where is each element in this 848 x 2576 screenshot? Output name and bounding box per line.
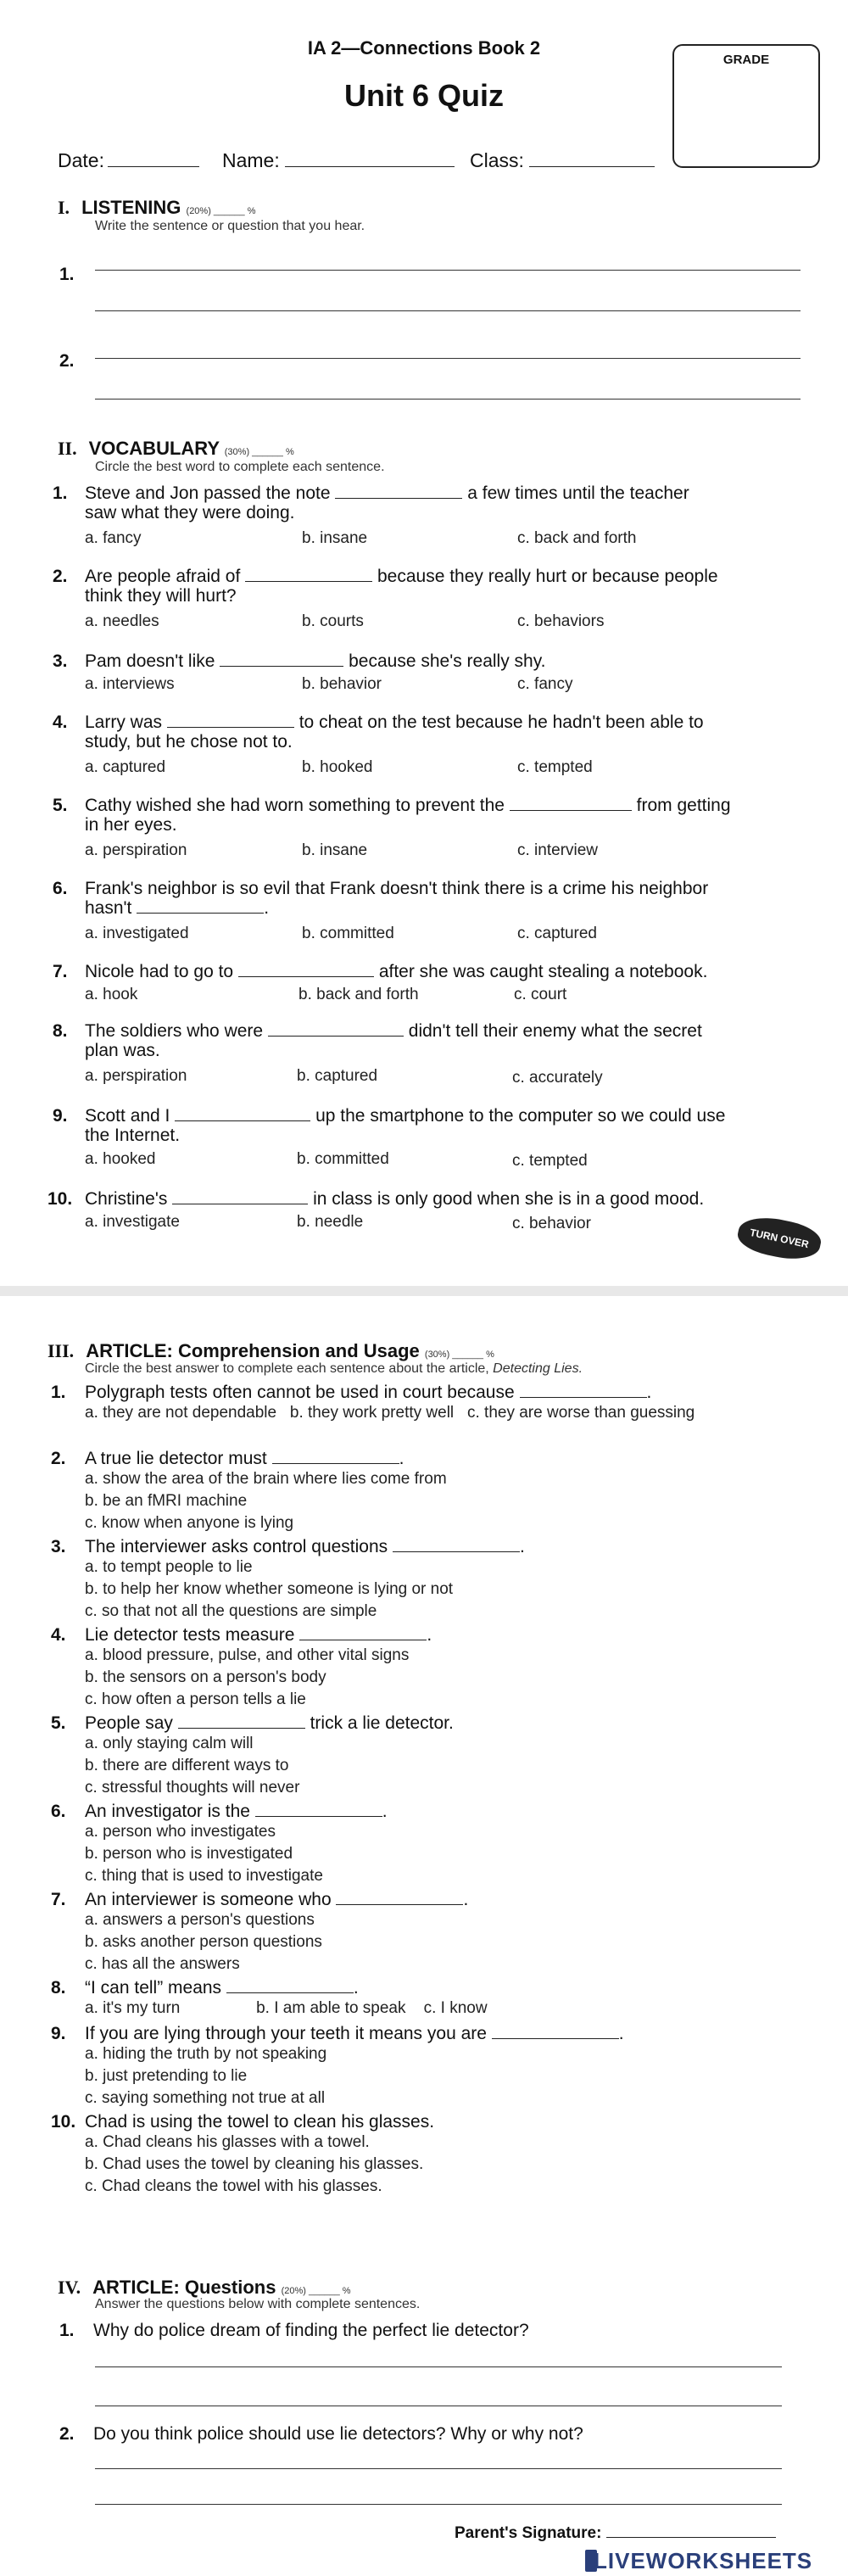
vocab-option[interactable]: c. back and forth: [517, 529, 637, 547]
comprehension-option[interactable]: b. be an fMRI machine: [85, 1492, 248, 1510]
vocab-option[interactable]: a. fancy: [85, 529, 142, 547]
comprehension-question: 9. If you are lying through your teeth it means you are . a. hiding the truth by not speaking b. just pretending to lie c. saying something not true at all: [51, 2024, 831, 2109]
comprehension-option[interactable]: a. answers a person's questions: [85, 1911, 315, 1929]
vocab-option[interactable]: b. insane: [302, 529, 368, 547]
comprehension-instruction: Circle the best answer to complete each sentence about the article, Detecting Lies.: [85, 1361, 583, 1376]
comprehension-option[interactable]: b. just pretending to lie: [85, 2067, 248, 2085]
grade-label: GRADE: [722, 53, 770, 67]
comprehension-option[interactable]: b. asks another person questions: [85, 1933, 322, 1951]
comprehension-option[interactable]: a. Chad cleans his glasses with a towel.: [85, 2133, 370, 2151]
comprehension-option[interactable]: b. Chad uses the towel by cleaning his glasses.: [85, 2155, 424, 2173]
vocab-option[interactable]: a. perspiration: [85, 1067, 187, 1085]
name-label: Name:: [222, 149, 280, 171]
comprehension-option[interactable]: c. stressful thoughts will never: [85, 1779, 300, 1796]
vocab-option[interactable]: a. investigate: [85, 1213, 180, 1231]
vocab-option[interactable]: a. interviews: [85, 675, 175, 693]
class-field[interactable]: [470, 149, 655, 172]
vocab-question-8: 8. The soldiers who were didn't tell their enemy what the secret plan was.: [53, 1021, 702, 1060]
open-question-2: 2. Do you think police should use lie detectors? Why or why not?: [59, 2424, 583, 2444]
comprehension-option[interactable]: c. so that not all the questions are simple: [85, 1602, 377, 1620]
answer-line[interactable]: [95, 2504, 782, 2505]
answer-line[interactable]: [95, 2468, 782, 2469]
comprehension-option[interactable]: b. person who is investigated: [85, 1845, 293, 1863]
comprehension-option[interactable]: a. it's my turn b. I am able to speak c. I know: [85, 1999, 488, 2017]
comprehension-question: 8. “I can tell” means . a. it's my turn b. I am able to speak c. I know: [51, 1978, 831, 2020]
vocab-option[interactable]: a. perspiration: [85, 841, 187, 859]
vocab-question-5: 5. Cathy wished she had worn something to prevent the from getting in her eyes.: [53, 796, 731, 835]
comprehension-question: 6. An investigator is the . a. person who investigates b. person who is investigated c. thing that is used to investigate: [51, 1802, 831, 1887]
vocab-question-4: 4. Larry was to cheat on the test because he hadn't been able to study, but he chose not to.: [53, 712, 704, 752]
vocab-option[interactable]: c. court: [514, 986, 567, 1003]
vocab-option[interactable]: c. tempted: [512, 1152, 588, 1170]
comprehension-option[interactable]: c. thing that is used to investigate: [85, 1867, 323, 1885]
comprehension-option[interactable]: a. person who investigates: [85, 1823, 276, 1841]
vocab-option[interactable]: a. hooked: [85, 1150, 156, 1168]
comprehension-option[interactable]: b. the sensors on a person's body: [85, 1668, 326, 1686]
vocab-option[interactable]: a. hook: [85, 986, 138, 1003]
vocab-question-7: 7. Nicole had to go to after she was caught stealing a notebook.: [53, 962, 708, 981]
comprehension-option[interactable]: a. they are not dependable b. they work pretty well c. they are worse than guessing: [85, 1404, 695, 1422]
vocab-option[interactable]: b. back and forth: [298, 986, 419, 1003]
vocab-option[interactable]: c. tempted: [517, 758, 593, 776]
listening-answer-line[interactable]: [95, 358, 801, 359]
vocab-question-3: 3. Pam doesn't like because she's really shy.: [53, 651, 546, 671]
vocab-option[interactable]: a. needles: [85, 612, 159, 630]
date-label: Date:: [58, 149, 104, 171]
comprehension-option[interactable]: c. know when anyone is lying: [85, 1514, 294, 1532]
comprehension-question: 2. A true lie detector must . a. show the area of the brain where lies come from b. be an fMRI machine c. know when anyone is lying: [51, 1449, 831, 1534]
vocab-option[interactable]: b. insane: [302, 841, 368, 859]
comprehension-option[interactable]: a. hiding the truth by not speaking: [85, 2045, 327, 2063]
vocab-option[interactable]: b. courts: [302, 612, 364, 630]
vocab-option[interactable]: c. accurately: [512, 1069, 603, 1087]
comprehension-option[interactable]: c. saying something not true at all: [85, 2089, 326, 2107]
vocab-option[interactable]: c. behaviors: [517, 612, 605, 630]
listening-answer-line[interactable]: [95, 399, 801, 400]
vocab-question-6: 6. Frank's neighbor is so evil that Frank doesn't think there is a crime his neighbor hasn't .: [53, 879, 709, 918]
comprehension-option[interactable]: c. Chad cleans the towel with his glasses.: [85, 2177, 382, 2195]
vocab-option[interactable]: a. captured: [85, 758, 166, 776]
questions-instruction: Answer the questions below with complete sentences.: [95, 2297, 421, 2311]
vocab-option[interactable]: b. needle: [297, 1213, 364, 1231]
vocab-option[interactable]: b. committed: [297, 1150, 389, 1168]
comprehension-option[interactable]: a. blood pressure, pulse, and other vital signs: [85, 1646, 410, 1664]
class-label: Class:: [470, 149, 524, 171]
turn-over-badge: TURN OVER: [734, 1211, 823, 1265]
vocab-option[interactable]: c. behavior: [512, 1215, 591, 1232]
section-article-questions-heading: IV. ARTICLE: Questions (20%) ______ %: [58, 2277, 351, 2298]
name-field[interactable]: [222, 149, 455, 172]
comprehension-option[interactable]: a. to tempt people to lie: [85, 1558, 253, 1576]
vocab-option[interactable]: a. investigated: [85, 925, 189, 942]
listening-answer-line[interactable]: [95, 310, 801, 311]
comprehension-option[interactable]: b. to help her know whether someone is lying or not: [85, 1580, 454, 1598]
comprehension-question: 1. Polygraph tests often cannot be used in court because . a. they are not dependable b. they work pretty well c. they are worse than guessing: [51, 1383, 831, 1424]
series-title: IA 2—Connections Book 2: [307, 37, 541, 59]
listening-item-2-number: 2.: [59, 351, 75, 371]
comprehension-option[interactable]: b. there are different ways to: [85, 1757, 289, 1774]
grade-box: [672, 44, 820, 168]
parent-signature[interactable]: Parent's Signature:: [455, 2523, 776, 2543]
vocab-option[interactable]: c. interview: [517, 841, 599, 859]
vocab-question-1: 1. Steve and Jon passed the note a few times until the teacher saw what they were doing.: [53, 483, 689, 522]
comprehension-question: 5. People say trick a lie detector. a. only staying calm will b. there are different ways to c. stressful thoughts will never: [51, 1713, 831, 1799]
open-question-1: 1. Why do police dream of finding the perfect lie detector?: [59, 2321, 529, 2340]
page-divider: [0, 1286, 848, 1296]
date-field[interactable]: [58, 149, 199, 172]
comprehension-option[interactable]: c. how often a person tells a lie: [85, 1690, 306, 1708]
comprehension-option[interactable]: a. only staying calm will: [85, 1735, 254, 1752]
vocab-option[interactable]: b. committed: [302, 925, 394, 942]
comprehension-option[interactable]: c. has all the answers: [85, 1955, 240, 1973]
comprehension-question: 7. An interviewer is someone who . a. answers a person's questions b. asks another person questions c. has all the answers: [51, 1890, 831, 1975]
vocabulary-instruction: Circle the best word to complete each sentence.: [95, 460, 385, 474]
liveworksheets-brand: LIVEWORKSHEETS: [594, 2548, 813, 2573]
listening-instruction: Write the sentence or question that you hear.: [95, 219, 365, 233]
section-vocabulary-heading: II. VOCABULARY (30%) ______ %: [58, 438, 294, 459]
section-listening-heading: I. LISTENING (20%) ______ %: [58, 197, 256, 218]
page-title: Unit 6 Quiz: [344, 78, 504, 113]
section-article-comprehension-heading: III. ARTICLE: Comprehension and Usage (30%) ______ %: [47, 1340, 494, 1361]
comprehension-question: 3. The interviewer asks control questions . a. to tempt people to lie b. to help her know whether someone is lying or not c. so that not all the questions are simple: [51, 1537, 831, 1623]
vocab-option[interactable]: c. fancy: [517, 675, 573, 693]
comprehension-question: 10. Chad is using the towel to clean his glasses. a. Chad cleans his glasses with a towel. b. Chad uses the towel by cleaning his glasses. c. Chad cleans the towel with his glasses.: [51, 2112, 831, 2198]
answer-line[interactable]: [95, 2366, 782, 2367]
comprehension-question: 4. Lie detector tests measure . a. blood pressure, pulse, and other vital signs b. the sensors on a person's body c. how often a person tells a lie: [51, 1625, 831, 1711]
vocab-question-2: 2. Are people afraid of because they really hurt or because people think they will hurt?: [53, 567, 718, 606]
vocab-question-9: 9. Scott and I up the smartphone to the computer so we could use the Internet.: [53, 1106, 726, 1145]
vocab-option[interactable]: b. behavior: [302, 675, 382, 693]
vocab-option[interactable]: b. hooked: [302, 758, 373, 776]
vocab-option[interactable]: b. captured: [297, 1067, 378, 1085]
comprehension-option[interactable]: a. show the area of the brain where lies come from: [85, 1470, 447, 1488]
listening-item-1-number: 1.: [59, 265, 75, 284]
vocab-question-10: 10. Christine's in class is only good when she is in a good mood.: [47, 1189, 705, 1209]
listening-answer-line[interactable]: [95, 270, 801, 271]
vocab-option[interactable]: c. captured: [517, 925, 597, 942]
